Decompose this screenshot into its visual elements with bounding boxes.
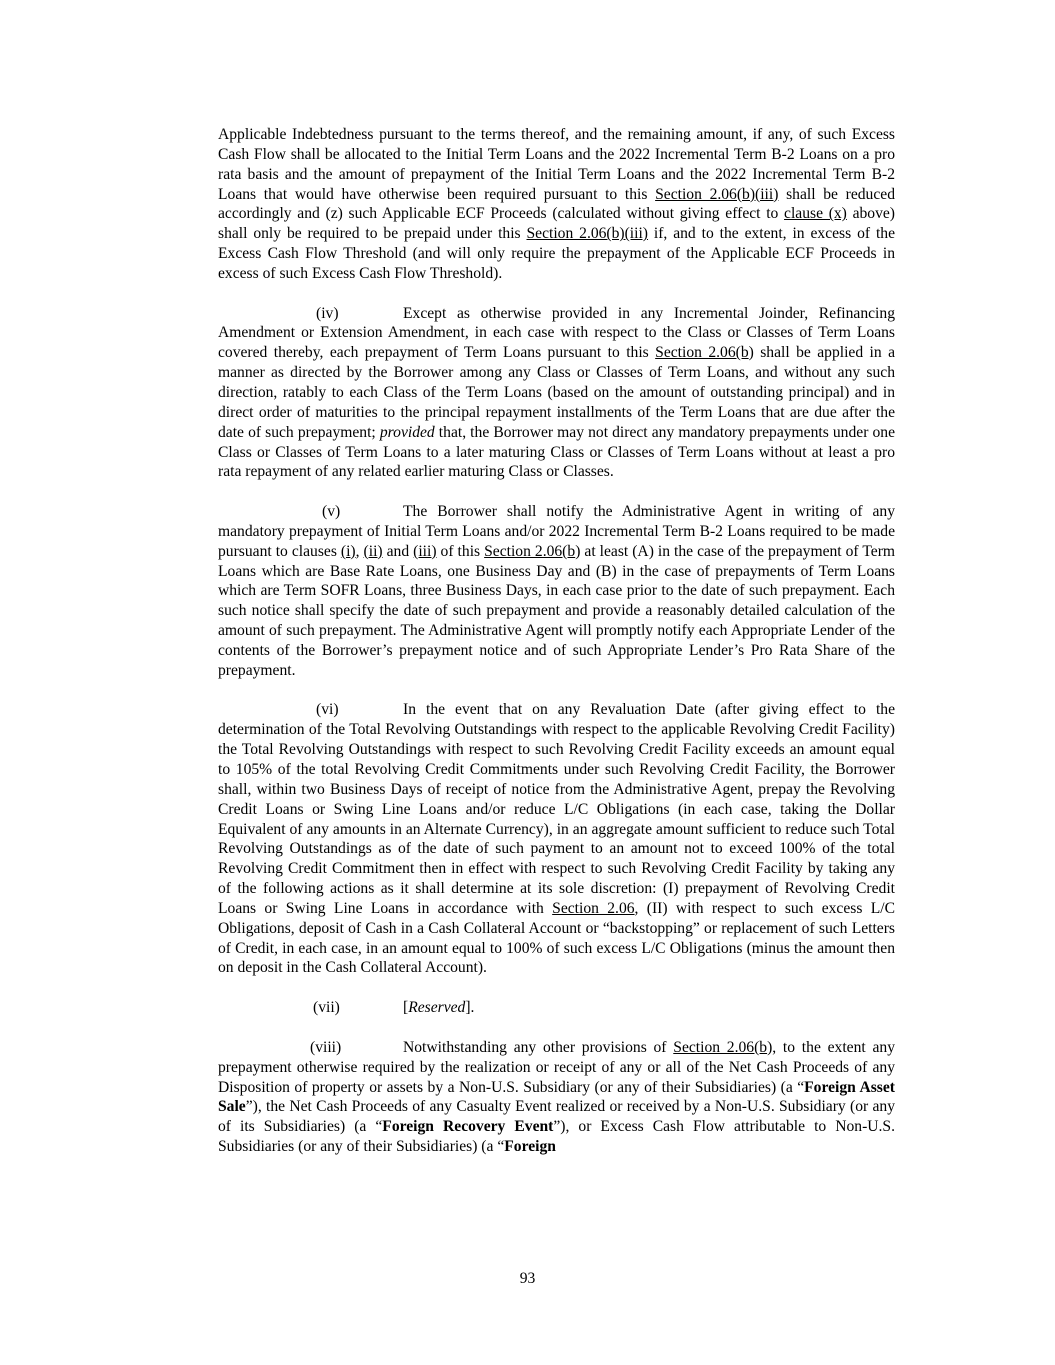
paragraph-vi: (vi) In the event that on any Revaluation Date (after giving effect to the determination of the Total Revolving Outstandings with respect to the applicable Revolving Credit Facility) the Total Revolving Outstandings with respect to such Revolving Credit Facility exceeds an amount equal to 105% of the total Revolving Credit Commitments under such Revolving Credit Facility, the Borrower shall, within two Business Days of receipt of notice from the Administrative Agent, prepay the Revolving Credit Loans or Swing Line Loans and/or reduce L/C Obligations (in each case, taking the Dollar Equivalent of any amounts in an Alternate Currency), in an aggregate amount sufficient to reduce such Total Revolving Outstandings as of the date of such payment to an amount not to exceed 100% of the total Revolving Credit Commitment then in effect with respect to such Revolving Credit Facility by taking any of the following actions as it shall determine at its sole discretion: (I) prepayment of Revolving Credit Loans or Swing Line Loans in accordance with Section 2.06, (II) with respect to such excess L/C Obligations, deposit of Cash in a Cash Collateral Account or “backstopping” or replacement of such Letters of Credit, in each case, in an amount equal to 100% of such excess L/C Obligations (minus the amount then on deposit in the Cash Collateral Account). (218, 701, 895, 977)
page-number: 93 (519, 1270, 536, 1287)
section-reference: Section 2.06(b (673, 1038, 768, 1056)
document-page (218, 125, 895, 1157)
defined-term-foreign: Foreign (504, 1138, 556, 1156)
paragraph-iv: (iv) Except as otherwise provided in any Incremental Joinder, Refinancing Amendment or Extension Amendment, in each case with respect to the Class or Classes of Term Loans covered thereby, each prepayment of Term Loans pursuant to this Section 2.06(b) shall be applied in a manner as directed by the Borrower among any Class or Classes of Term Loans, and without any such direction, ratably to each Class of the Term Loans (based on the amount of outstanding principal) and in direct order of maturities to the principal repayment installments of the Term Loans that are due after the date of such prepayment; provided that, the Borrower may not direct any mandatory prepayments under one Class or Classes of Term Loans to a later maturing Class or Classes of Term Loans without at least a pro rata repayment of any related earlier maturing Class or Classes. (218, 304, 896, 481)
clause-number: (viii) (310, 1038, 342, 1056)
clause-number: (vi) (316, 701, 339, 719)
paragraph-v: (v) The Borrower shall notify the Administrative Agent in writing of any mandatory prepayment of Initial Term Loans and/or 2022 Incremental Term B-2 Loans required to be made pursuant to clauses (i), (ii) and (iii) of this Section 2.06(b) at least (A) in the case of the prepayment of Term Loans which are Base Rate Loans, one Business Day and (B) in the case of prepayments of Term Loans which are Term SOFR Loans, three Business Days, in each case prior to the date of such prepayment. Each such notice shall specify the date of such prepayment and provide a reasonably detailed calculation of the amount of such prepayment. The Administrative Agent will promptly notify each Appropriate Lender of the contents of the Borrower’s prepayment notice and of such Appropriate Lender’s Pro Rata Share of the prepayment. (218, 503, 896, 679)
clause-reference: (i) (340, 542, 356, 560)
section-reference: Section 2.06 (552, 899, 635, 917)
paragraph-vii: (vii) [Reserved]. (218, 998, 895, 1018)
section-reference: Section 2.06(b)(iii) (655, 185, 779, 203)
clause-number: (v) (322, 503, 341, 521)
defined-term-foreign-recovery-event: Foreign Recovery Event (382, 1118, 554, 1136)
clause-reference: clause (x) (784, 205, 847, 223)
defined-term-foreign-asset-sale: Foreign Asset Sale (218, 1078, 895, 1116)
clause-number: (iv) (316, 304, 339, 322)
provided-term: provided (379, 423, 435, 441)
section-reference: Section 2.06(b (655, 344, 749, 362)
section-reference: Section 2.06(b (484, 542, 576, 560)
clause-reference: (iii) (413, 542, 437, 560)
section-reference: Section 2.06(b)(iii) (526, 225, 649, 243)
clause-reference: (ii) (363, 542, 383, 560)
paragraph-continuation: Applicable Indebtedness pursuant to the terms thereof, and the remaining amount, if any, of such Excess Cash Flow shall be allocated to the Initial Term Loans and the 2022 Incremental Term B-2 Loans on a pro rata basis and the amount of prepayment of the Initial Term Loans and the 2022 Incremental Term B-2 Loans that would have otherwise been required pursuant to this Section 2.06(b)(iii) shall be reduced accordingly and (z) such Applicable ECF Proceeds (calculated without giving effect to clause (x) above) shall only be required to be prepaid under this Section 2.06(b)(iii) if, and to the extent, in excess of the Excess Cash Flow Threshold (and will only require the prepayment of the Applicable ECF Proceeds in excess of such Excess Cash Flow Threshold). (218, 126, 895, 282)
reserved-term: Reserved (408, 999, 466, 1017)
paragraph-viii: (viii) Notwithstanding any other provisions of Section 2.06(b), to the extent any prepayment otherwise required by the realization or receipt of any or all of the Net Cash Proceeds of any Disposition of property or assets by a Non-U.S. Subsidiary (or any of their Subsidiaries) (a “Foreign Asset Sale”), the Net Cash Proceeds of any Casualty Event realized or received by a Non-U.S. Subsidiary (or any of its Subsidiaries) (a “Foreign Recovery Event”), or Excess Cash Flow attributable to Non-U.S. Subsidiaries (or any of their Subsidiaries) (a “Foreign (218, 1038, 896, 1156)
clause-number: (vii) (313, 999, 340, 1017)
